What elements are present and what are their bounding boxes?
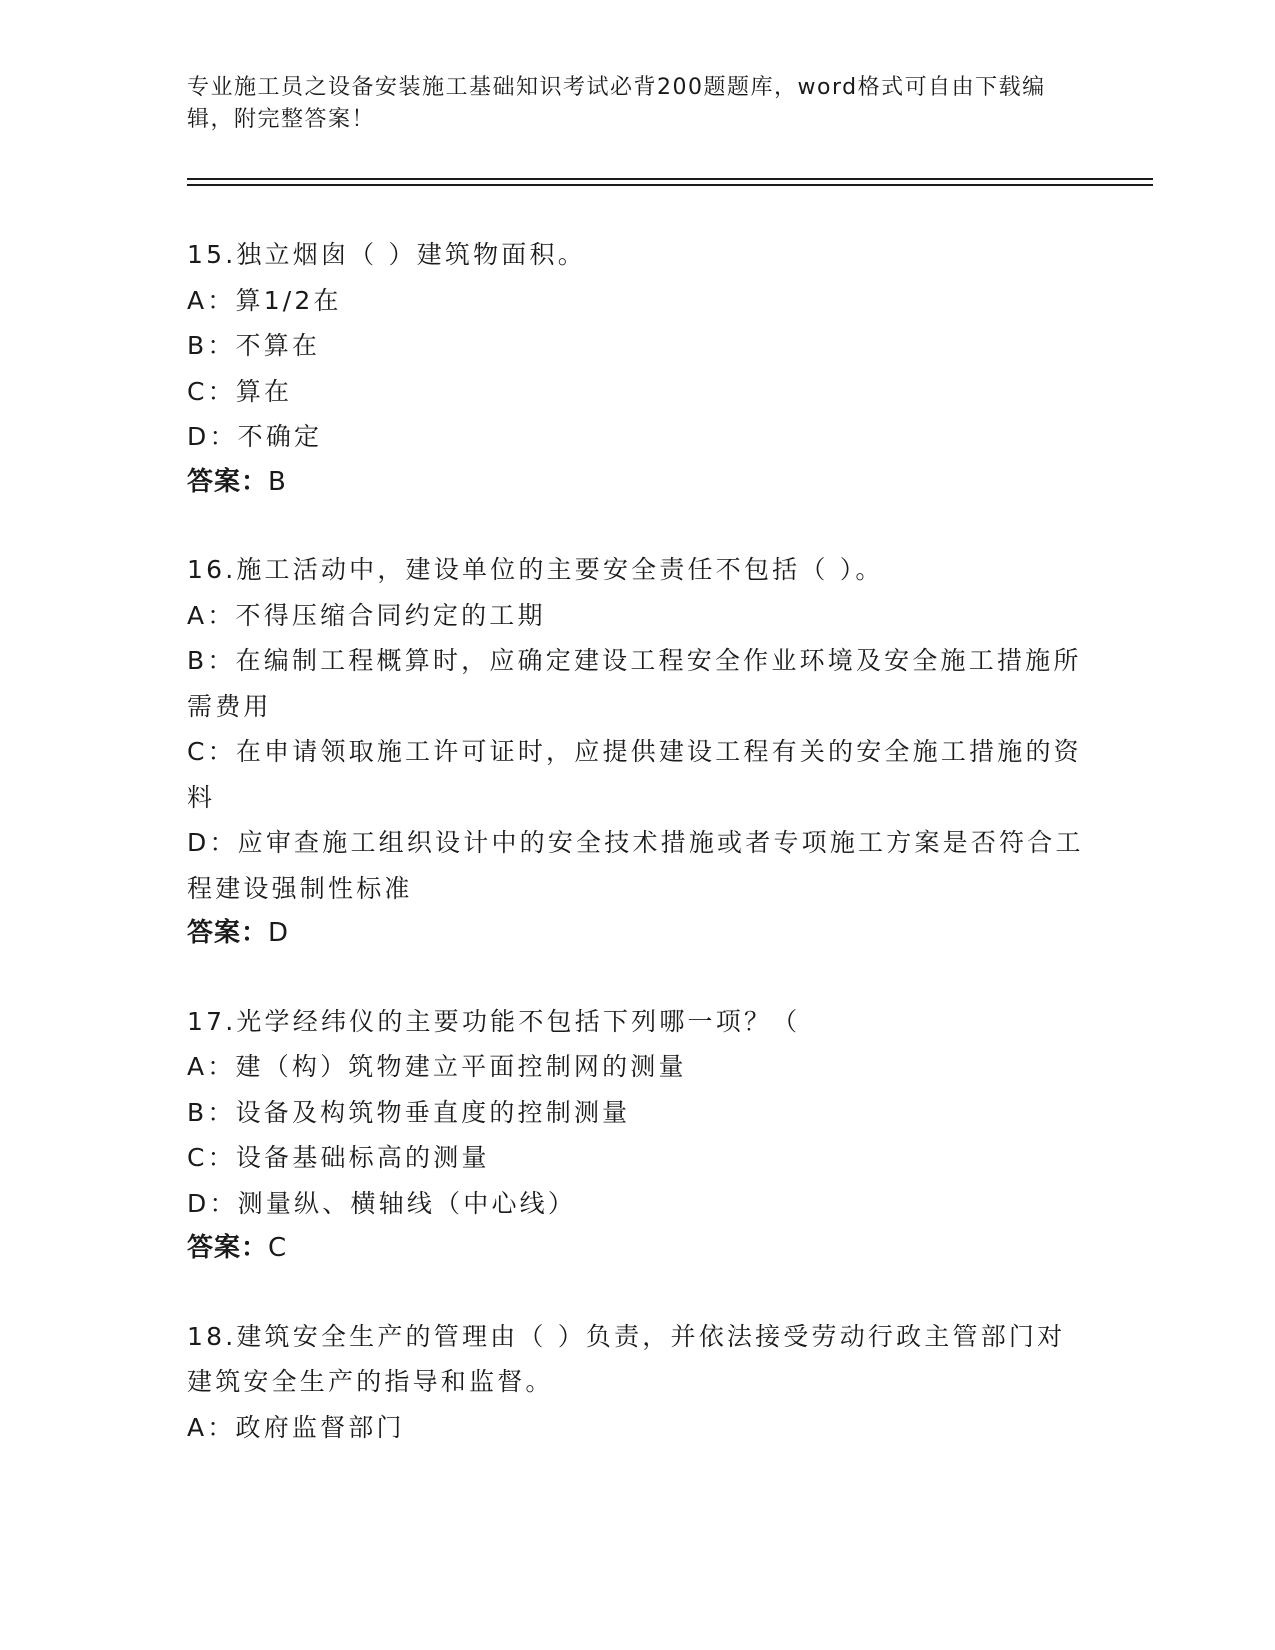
header-title: 专业施工员之设备安装施工基础知识考试必背200题题库，word格式可自由下载编辑，附完整答案！: [187, 75, 1046, 132]
answer: [187, 1226, 1087, 1272]
option-d: D：不确定: [187, 422, 323, 451]
option-a: A：建（构）筑物建立平面控制网的测量: [187, 1052, 687, 1081]
answer-value: D: [268, 918, 290, 948]
option-d: D：应审查施工组织设计中的安全技术措施或者专项施工方案是否符合工程建设强制性标准: [187, 828, 1084, 903]
option-d: D：测量纵、横轴线（中心线）: [187, 1188, 577, 1218]
option-b: B：在编制工程概算时，应确定建设工程安全作业环境及安全施工措施所需费用: [187, 646, 1082, 721]
question-stem: 16.施工活动中，建设单位的主要安全责任不包括（ ）。: [187, 555, 884, 584]
answer: [187, 911, 1087, 957]
option-c: C：设备基础标高的测量: [187, 1143, 490, 1172]
question-15: [187, 232, 1087, 505]
question-stem: 17.光学经纬仪的主要功能不包括下列哪一项？（: [187, 1006, 801, 1036]
option-b: B：设备及构筑物垂直度的控制测量: [187, 1097, 631, 1127]
option-b: B：不算在: [187, 331, 321, 360]
question-stem: 15.独立烟囱（ ）建筑物面积。: [187, 240, 586, 269]
option-c: C：算在: [187, 376, 293, 406]
question-list: [187, 232, 1087, 1492]
document-header: [187, 72, 1067, 136]
answer-value: C: [268, 1233, 288, 1263]
answer-value: B: [268, 466, 287, 497]
header-divider-bottom: [187, 184, 1153, 186]
option-a: A：算1/2在: [187, 285, 342, 315]
question-18: [187, 1314, 1087, 1451]
option-c: C：在申请领取施工许可证时，应提供建设工程有关的安全施工措施的资料: [187, 737, 1082, 812]
answer: [187, 460, 1087, 506]
answer-label: 答案：: [187, 1233, 269, 1263]
option-a: A：不得压缩合同约定的工期: [187, 600, 546, 630]
question-16: [187, 547, 1087, 957]
header-divider-top: [187, 178, 1153, 180]
option-a: A：政府监督部门: [187, 1412, 405, 1442]
question-17: [187, 999, 1087, 1272]
question-stem: 18.建筑安全生产的管理由（ ）负责，并依法接受劳动行政主管部门对建筑安全生产的指导和监督。: [187, 1321, 1066, 1396]
answer-label: 答案：: [187, 466, 269, 497]
answer-label: 答案：: [187, 918, 269, 948]
